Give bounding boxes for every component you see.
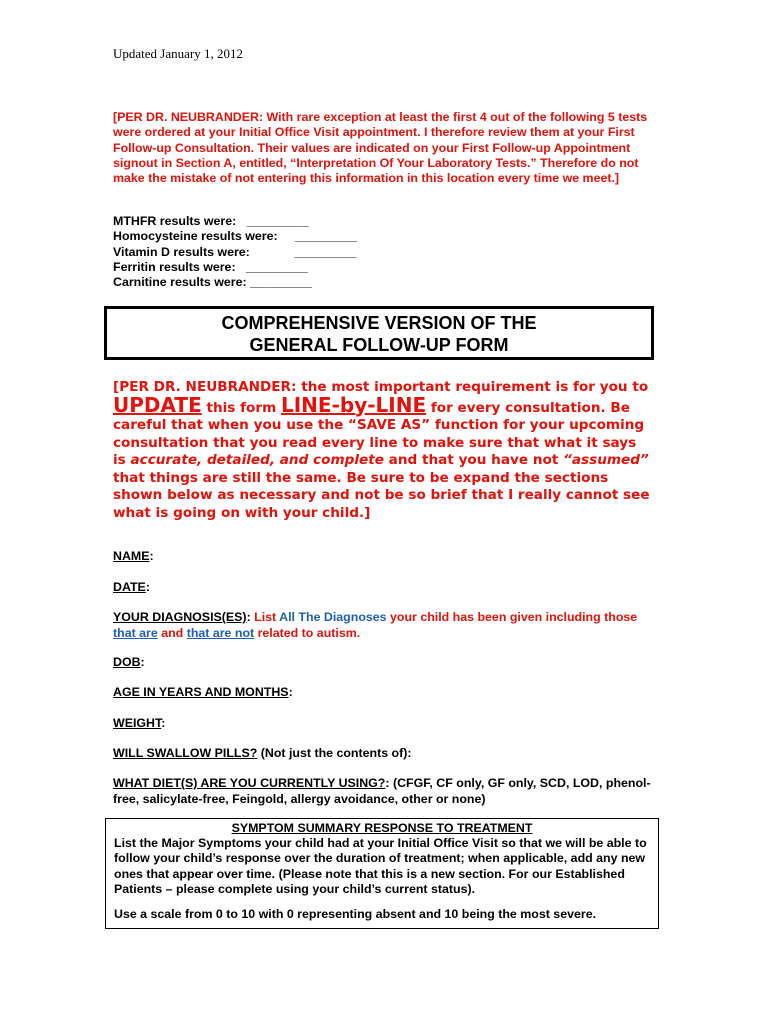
name-label: NAME — [113, 549, 150, 563]
age-field[interactable]: AGE IN YEARS AND MONTHS: — [113, 685, 293, 699]
symptom-heading: SYMPTOM SUMMARY RESPONSE TO TREATMENT — [231, 821, 533, 835]
accurate-phrase: accurate, detailed, and complete — [130, 452, 384, 468]
per-text-5: that things are still the same. Be sure to be expand the sections shown below as necessary and not be so brief that I really cannot see what is going on with your child.] — [113, 469, 650, 521]
diagnosis-field[interactable]: YOUR DIAGNOSIS(ES): List All The Diagnoses your child has been given including those that are and that are not related to autism. — [113, 610, 638, 640]
diet-label: WHAT DIET(S) ARE YOU CURRENTLY USING? — [113, 776, 386, 790]
diet-note: : (CFGF, CF only, GF only, SCD, LOD, phenol-free, salicylate-free, Feingold, allergy avoidance, other or none) — [113, 776, 651, 806]
symptom-body: List the Major Symptoms your child had at your Initial Office Visit so that we will be able to follow your child’s response over the duration of treatment; when applicable, add any new ones that appear over time. (Please note that this is a new section. For our Established Patients – please complete using your child’s current status). — [114, 836, 647, 896]
symptom-summary-box — [105, 818, 659, 929]
intro-note: [PER DR. NEUBRANDER: With rare exception at least the first 4 out of the following 5 tests were ordered at your Initial Office Visit appointment. I therefore review them at your First Follow-up Consultation. Their values are indicated on your First Follow-up Appointment signout in Section A, entitled, “Interpretation Of Your Laboratory Tests.” Therefore do not make the mistake of not entering this information in this location every time we meet.] — [113, 110, 648, 186]
date-label: DATE — [113, 580, 146, 594]
diagnosis-label: YOUR DIAGNOSIS(ES) — [113, 610, 247, 624]
vitamin-d-result: Vitamin D results were: _________ — [113, 244, 357, 259]
pills-field[interactable] — [113, 746, 412, 760]
per-text-2: this form — [201, 399, 281, 416]
line-by-line-word: LINE-by-LINE — [280, 392, 427, 417]
diet-field[interactable] — [113, 776, 658, 807]
weight-label: WEIGHT — [113, 716, 162, 730]
dob-field[interactable]: DOB: — [113, 655, 145, 669]
test-results-list — [113, 214, 357, 290]
updated-date: Updated January 1, 2012 — [113, 46, 243, 61]
mthfr-result: MTHFR results were: _________ — [113, 214, 309, 228]
age-label: AGE IN YEARS AND MONTHS — [113, 685, 289, 699]
carnitine-result: Carnitine results were: _________ — [113, 275, 313, 290]
form-title-box — [104, 306, 654, 360]
that-are-text: that are — [113, 625, 158, 640]
per-text-4: and that you have not — [383, 452, 564, 468]
weight-field[interactable]: WEIGHT: — [113, 716, 166, 730]
date-field[interactable]: DATE: — [113, 580, 150, 594]
pills-label: WILL SWALLOW PILLS? — [113, 746, 258, 760]
all-diagnoses-text: All The Diagnoses — [279, 610, 387, 624]
homocysteine-result: Homocysteine results were: _________ — [113, 229, 357, 244]
name-field[interactable]: NAME: — [113, 549, 154, 563]
per-text-3: for every consultation. Be careful that when you use the “SAVE AS” function for your upcoming consultation that you read every line to make sure that what it says is — [113, 399, 645, 468]
pills-note: (Not just the contents of): — [257, 746, 412, 760]
form-title-line1: COMPREHENSIVE VERSION OF THE — [221, 313, 537, 333]
dob-label: DOB — [113, 655, 141, 669]
per-text-1: [PER DR. NEUBRANDER: the most important requirement is for you to — [113, 379, 649, 395]
ferritin-result: Ferritin results were: _________ — [113, 259, 308, 274]
symptom-scale: Use a scale from 0 to 10 with 0 representing absent and 10 being the most severe. — [114, 907, 597, 922]
update-instructions — [113, 379, 653, 522]
assumed-word: “assumed” — [563, 452, 649, 468]
that-are-not-text: that are not — [186, 625, 255, 640]
form-title-line2: GENERAL FOLLOW-UP FORM — [249, 335, 509, 355]
update-word: UPDATE — [113, 392, 202, 417]
